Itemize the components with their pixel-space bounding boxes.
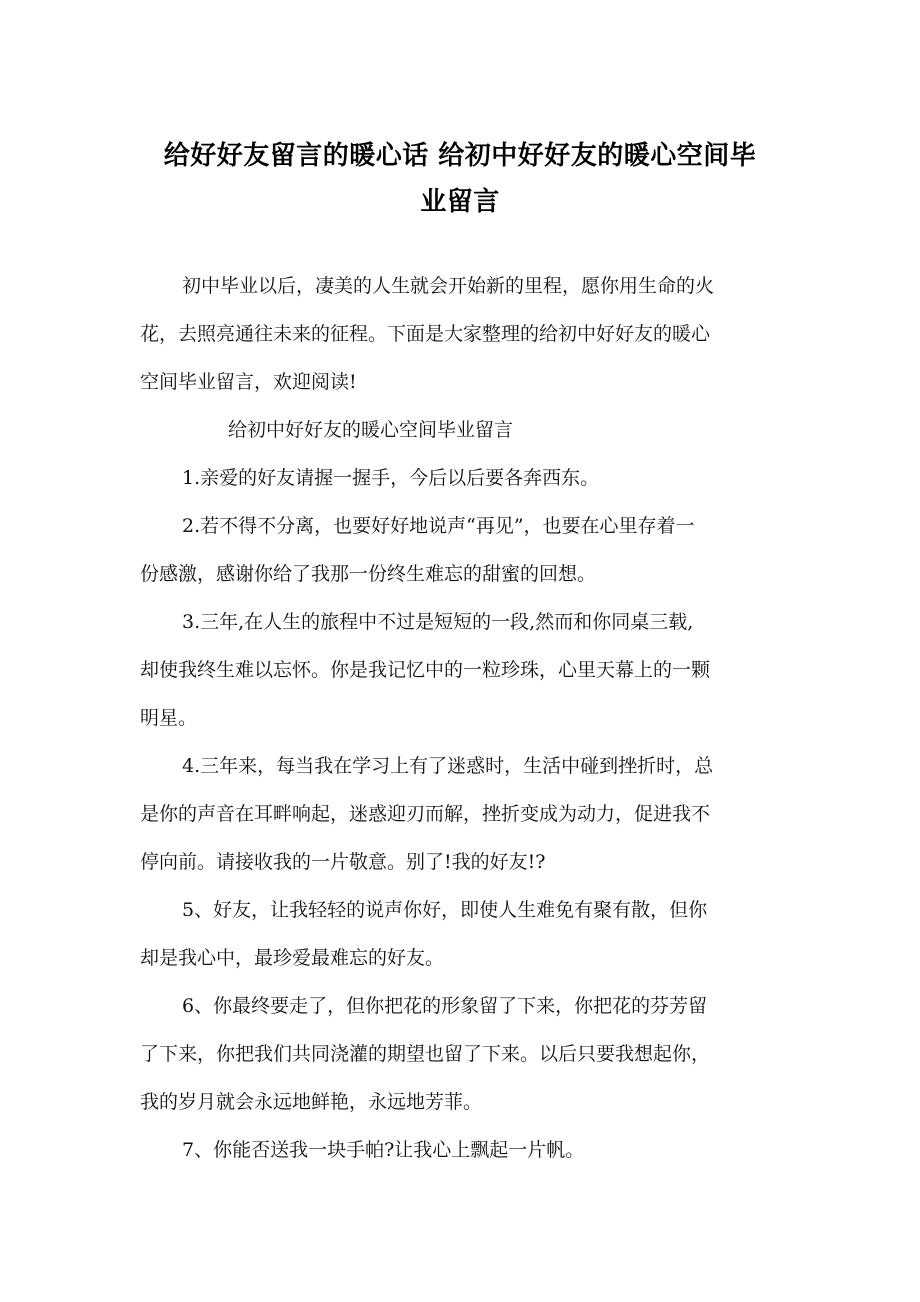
item-3-line-2: 却使我终生难以忘怀。你是我记忆中的一粒珍珠，心里天幕上的一颗: [140, 659, 711, 681]
document-body: [140, 262, 790, 1174]
item-7-line-1: 7、你能否送我一块手帕?让我心上飘起一片帆。: [182, 1139, 585, 1161]
intro-line-1: 初中毕业以后，凄美的人生就会开始新的里程，愿你用生命的火: [182, 275, 715, 297]
intro-paragraph: [140, 262, 790, 406]
item-4-line-1: 4.三年来，每当我在学习上有了迷惑时，生活中碰到挫折时，总: [182, 755, 714, 777]
item-4-line-2: 是你的声音在耳畔响起，迷惑迎刃而解，挫折变成为动力，促进我不: [140, 803, 711, 825]
item-1-line-1: 1.亲爱的好友请握一握手，今后以后要各奔西东。: [182, 467, 600, 489]
message-item-7: [140, 1126, 790, 1174]
message-item-4: [140, 742, 790, 886]
message-item-2: [140, 502, 790, 598]
message-item-6: [140, 982, 790, 1126]
title-line-2: 业留言: [420, 187, 500, 218]
item-6-line-1: 6、你最终要走了，但你把花的形象留了下来，你把花的芬芳留: [182, 995, 708, 1017]
subheading-text: 给初中好好友的暖心空间毕业留言: [228, 419, 514, 441]
item-5-line-2: 却是我心中，最珍爱最难忘的好友。: [140, 947, 445, 969]
message-item-3: [140, 598, 790, 742]
item-6-line-2: 了下来，你把我们共同浇灌的期望也留了下来。以后只要我想起你，: [140, 1043, 711, 1065]
item-5-line-1: 5、好友，让我轻轻的说声你好，即使人生难免有聚有散，但你: [182, 899, 708, 921]
item-4-line-3: 停向前。请接收我的一片敬意。别了!我的好友!?: [140, 851, 546, 873]
message-item-1: [140, 454, 790, 502]
section-subheading: [140, 406, 790, 454]
message-item-5: [140, 886, 790, 982]
intro-line-2: 花，去照亮通往未来的征程。下面是大家整理的给初中好好友的暖心: [140, 323, 711, 345]
document-title: [130, 133, 790, 225]
intro-line-3: 空间毕业留言，欢迎阅读!: [140, 371, 357, 393]
item-3-line-3: 明星。: [140, 707, 198, 729]
item-2-line-2: 份感激，感谢你给了我那一份终生难忘的甜蜜的回想。: [140, 563, 597, 585]
item-3-line-1: 3.三年,在人生的旅程中不过是短短的一段,然而和你同桌三载,: [182, 611, 694, 633]
item-6-line-3: 我的岁月就会永远地鲜艳，永远地芳菲。: [140, 1091, 483, 1113]
item-2-line-1: 2.若不得不分离，也要好好地说声“再见”，也要在心里存着一: [182, 515, 695, 537]
title-line-1: 给好好友留言的暖心话 给初中好好友的暖心空间毕: [163, 141, 757, 172]
